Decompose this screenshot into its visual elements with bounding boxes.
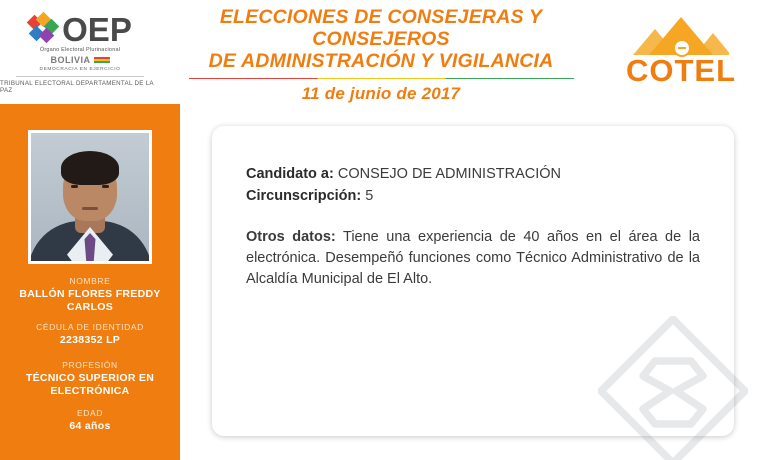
tricolor-divider xyxy=(189,78,574,79)
circunscripcion-label: Circunscripción: xyxy=(246,188,362,204)
oep-country: BOLIVIA xyxy=(50,55,91,65)
oep-divider xyxy=(16,76,144,77)
oep-motto: DEMOCRACIA EN EJERCICIO xyxy=(39,67,121,72)
title-line-1: ELECCIONES DE CONSEJERAS Y CONSEJEROS xyxy=(219,6,543,50)
field-cedula xyxy=(0,322,180,347)
row-candidato xyxy=(246,164,700,185)
card-content xyxy=(212,126,734,290)
page-header xyxy=(0,0,760,104)
field-profesion-label: PROFESIÓN xyxy=(62,360,118,370)
oep-top-row xyxy=(28,11,132,48)
oep-acronym: OEP xyxy=(62,11,132,48)
row-circunscripcion xyxy=(246,186,700,207)
field-nombre xyxy=(0,276,180,314)
oep-institution: TRIBUNAL ELECTORAL DEPARTAMENTAL DE LA PAZ xyxy=(0,80,154,94)
title-line-2: DE ADMINISTRACIÓN Y VIGILANCIA xyxy=(208,50,554,72)
field-nombre-value: BALLÓN FLORES FREDDY CARLOS xyxy=(19,288,161,313)
header-title-block xyxy=(160,0,602,104)
otros-value: Tiene una experiencia de 40 años en el área de la electrónica. Desempeñó funciones como Técnico Administrativo de la Alcaldía Municipal de El Alto. xyxy=(246,229,700,287)
field-edad xyxy=(0,408,180,433)
field-edad-value: 64 años xyxy=(69,420,111,432)
field-cedula-label: CÉDULA DE IDENTIDAD xyxy=(36,322,144,332)
field-profesion-value: TÉCNICO SUPERIOR EN ELECTRÓNICA xyxy=(25,372,155,397)
otros-label: Otros datos: xyxy=(246,229,336,245)
election-date: 11 de junio de 2017 xyxy=(301,84,461,103)
oep-lockup xyxy=(0,11,160,94)
field-profesion xyxy=(0,360,180,398)
oep-subtitle: Órgano Electoral Plurinacional xyxy=(39,47,121,53)
candidato-label: Candidato a: xyxy=(246,166,334,182)
page-body xyxy=(0,104,760,460)
oep-bolivia-row xyxy=(50,55,109,65)
candidate-sidebar xyxy=(0,104,180,460)
candidate-photo-frame xyxy=(28,130,152,264)
row-otros-datos xyxy=(246,227,700,290)
field-edad-label: EDAD xyxy=(76,408,104,418)
cotel-logo xyxy=(621,17,741,87)
oep-diamonds-icon xyxy=(28,14,58,44)
cotel-wordmark: COTEL xyxy=(625,53,737,88)
field-nombre-label: NOMBRE xyxy=(69,276,111,286)
field-cedula-value: 2238352 LP xyxy=(59,334,121,346)
bolivia-flag-icon xyxy=(94,57,110,63)
oep-logo-block xyxy=(0,0,160,104)
candidate-photo xyxy=(31,133,149,261)
circunscripcion-value: 5 xyxy=(365,188,374,204)
cotel-logo-block xyxy=(602,0,760,104)
candidate-details-card xyxy=(212,126,734,436)
candidato-value: CONSEJO DE ADMINISTRACIÓN xyxy=(337,166,562,182)
